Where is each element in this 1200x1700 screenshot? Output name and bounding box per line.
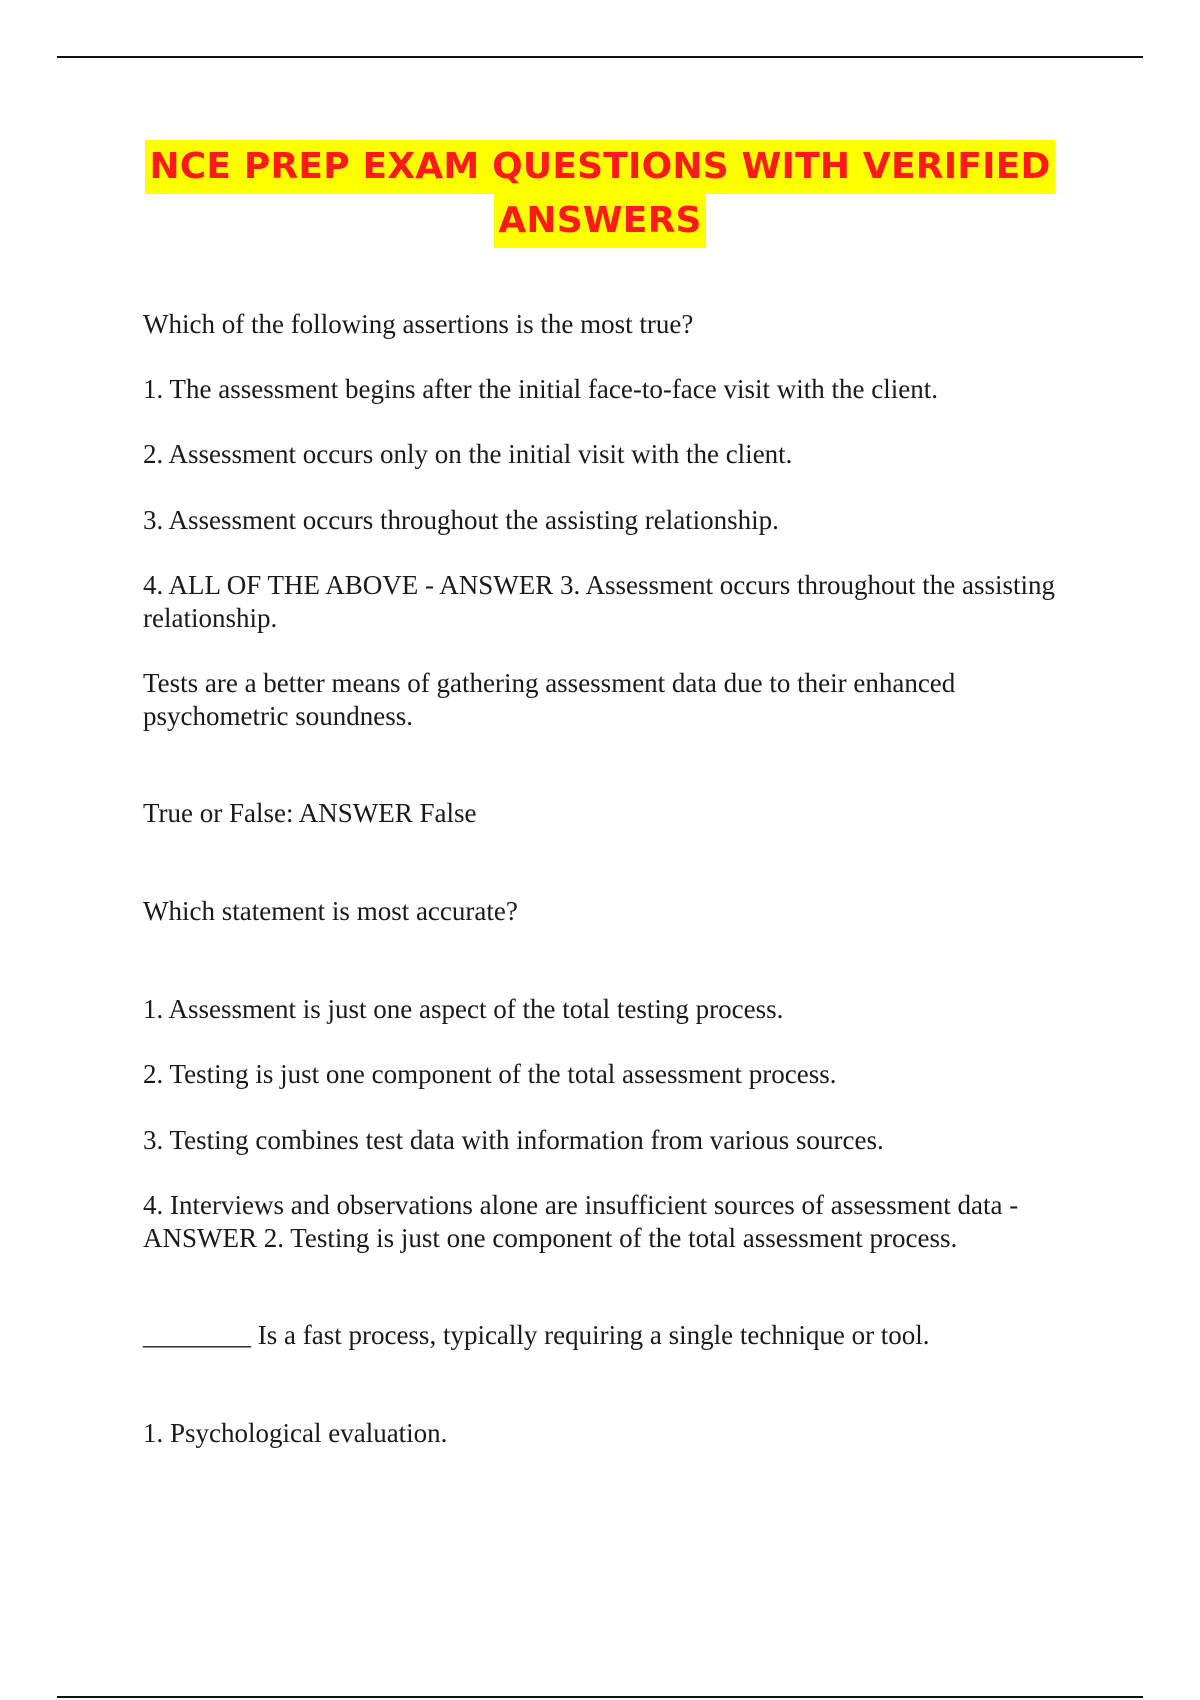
- question-1-option-2: 2. Assessment occurs only on the initial visit with the client.: [143, 439, 793, 469]
- bottom-rule: [57, 1696, 1143, 1698]
- question-1-option-3: 3. Assessment occurs throughout the assisting relationship.: [143, 505, 779, 535]
- document-title: [0, 140, 1200, 248]
- question-1-text: Which of the following assertions is the most true?: [143, 309, 694, 339]
- question-4-text: ________ Is a fast process, typically requiring a single technique or tool.: [143, 1320, 930, 1350]
- question-3-option-4-answer: 4. Interviews and observations alone are insufficient sources of assessment data - ANSWER 2. Testing is just one component of the total assessment process.: [143, 1190, 1019, 1253]
- question-3-option-1: 1. Assessment is just one aspect of the total testing process.: [143, 994, 784, 1024]
- question-3-option-2: 2. Testing is just one component of the total assessment process.: [143, 1059, 837, 1089]
- question-2-text: Tests are a better means of gathering assessment data due to their enhanced psychometric soundness.: [143, 668, 956, 731]
- title-line-2: ANSWERS: [494, 194, 705, 248]
- question-2-answer: True or False: ANSWER False: [143, 798, 477, 828]
- question-3-text: Which statement is most accurate?: [143, 896, 518, 926]
- question-3-option-3: 3. Testing combines test data with information from various sources.: [143, 1125, 884, 1155]
- top-rule: [57, 56, 1143, 58]
- question-1-option-1: 1. The assessment begins after the initial face-to-face visit with the client.: [143, 374, 938, 404]
- question-1-option-4-answer: 4. ALL OF THE ABOVE - ANSWER 3. Assessment occurs throughout the assisting relationship.: [143, 570, 1055, 633]
- title-line-1: NCE PREP EXAM QUESTIONS WITH VERIFIED: [145, 140, 1054, 194]
- question-4-option-1: 1. Psychological evaluation.: [143, 1418, 448, 1448]
